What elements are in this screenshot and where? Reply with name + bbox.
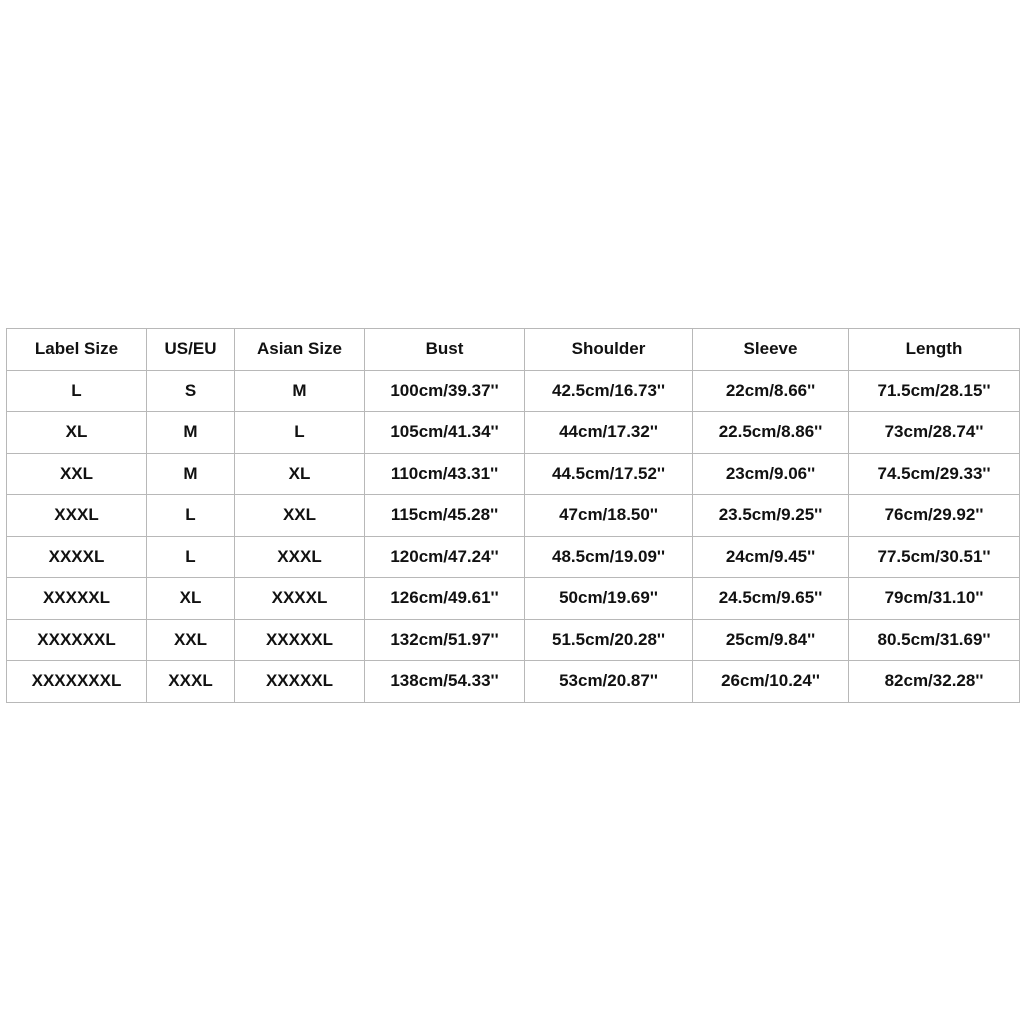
cell-label-size: XXXXXL xyxy=(7,578,147,620)
table-row xyxy=(7,536,1020,578)
cell-length: 76cm/29.92'' xyxy=(849,495,1020,537)
cell-shoulder: 50cm/19.69'' xyxy=(525,578,693,620)
cell-sleeve: 22.5cm/8.86'' xyxy=(693,412,849,454)
cell-bust: 138cm/54.33'' xyxy=(365,661,525,703)
cell-length: 71.5cm/28.15'' xyxy=(849,370,1020,412)
cell-sleeve: 23cm/9.06'' xyxy=(693,453,849,495)
cell-bust: 105cm/41.34'' xyxy=(365,412,525,454)
cell-sleeve: 23.5cm/9.25'' xyxy=(693,495,849,537)
header-asian-size: Asian Size xyxy=(235,329,365,371)
cell-length: 82cm/32.28'' xyxy=(849,661,1020,703)
cell-asian-size: M xyxy=(235,370,365,412)
cell-bust: 100cm/39.37'' xyxy=(365,370,525,412)
cell-length: 79cm/31.10'' xyxy=(849,578,1020,620)
cell-label-size: XL xyxy=(7,412,147,454)
header-row xyxy=(7,329,1020,371)
cell-length: 73cm/28.74'' xyxy=(849,412,1020,454)
cell-us-eu: M xyxy=(147,412,235,454)
table-row xyxy=(7,661,1020,703)
cell-label-size: XXXXL xyxy=(7,536,147,578)
header-bust: Bust xyxy=(365,329,525,371)
cell-us-eu: L xyxy=(147,495,235,537)
cell-us-eu: XXL xyxy=(147,619,235,661)
cell-label-size: XXXXXXXL xyxy=(7,661,147,703)
cell-sleeve: 26cm/10.24'' xyxy=(693,661,849,703)
cell-shoulder: 42.5cm/16.73'' xyxy=(525,370,693,412)
cell-bust: 132cm/51.97'' xyxy=(365,619,525,661)
cell-asian-size: XXL xyxy=(235,495,365,537)
cell-shoulder: 51.5cm/20.28'' xyxy=(525,619,693,661)
header-label-size: Label Size xyxy=(7,329,147,371)
cell-length: 77.5cm/30.51'' xyxy=(849,536,1020,578)
cell-bust: 115cm/45.28'' xyxy=(365,495,525,537)
cell-shoulder: 53cm/20.87'' xyxy=(525,661,693,703)
header-length: Length xyxy=(849,329,1020,371)
header-sleeve: Sleeve xyxy=(693,329,849,371)
cell-label-size: XXXL xyxy=(7,495,147,537)
cell-shoulder: 44.5cm/17.52'' xyxy=(525,453,693,495)
cell-sleeve: 24cm/9.45'' xyxy=(693,536,849,578)
cell-us-eu: S xyxy=(147,370,235,412)
cell-length: 80.5cm/31.69'' xyxy=(849,619,1020,661)
cell-asian-size: XL xyxy=(235,453,365,495)
header-us-eu: US/EU xyxy=(147,329,235,371)
cell-us-eu: XL xyxy=(147,578,235,620)
table-row xyxy=(7,619,1020,661)
cell-sleeve: 22cm/8.66'' xyxy=(693,370,849,412)
cell-label-size: XXL xyxy=(7,453,147,495)
cell-label-size: L xyxy=(7,370,147,412)
table-row xyxy=(7,578,1020,620)
size-chart-table xyxy=(6,328,1020,703)
header-shoulder: Shoulder xyxy=(525,329,693,371)
cell-us-eu: M xyxy=(147,453,235,495)
cell-shoulder: 44cm/17.32'' xyxy=(525,412,693,454)
cell-bust: 126cm/49.61'' xyxy=(365,578,525,620)
cell-shoulder: 48.5cm/19.09'' xyxy=(525,536,693,578)
cell-sleeve: 25cm/9.84'' xyxy=(693,619,849,661)
table-row xyxy=(7,370,1020,412)
table-row xyxy=(7,453,1020,495)
cell-us-eu: XXXL xyxy=(147,661,235,703)
cell-label-size: XXXXXXL xyxy=(7,619,147,661)
cell-asian-size: XXXXXL xyxy=(235,661,365,703)
cell-bust: 110cm/43.31'' xyxy=(365,453,525,495)
cell-length: 74.5cm/29.33'' xyxy=(849,453,1020,495)
cell-asian-size: XXXXL xyxy=(235,578,365,620)
cell-shoulder: 47cm/18.50'' xyxy=(525,495,693,537)
cell-asian-size: XXXL xyxy=(235,536,365,578)
cell-asian-size: XXXXXL xyxy=(235,619,365,661)
cell-bust: 120cm/47.24'' xyxy=(365,536,525,578)
cell-us-eu: L xyxy=(147,536,235,578)
table-row xyxy=(7,412,1020,454)
cell-asian-size: L xyxy=(235,412,365,454)
cell-sleeve: 24.5cm/9.65'' xyxy=(693,578,849,620)
table-row xyxy=(7,495,1020,537)
